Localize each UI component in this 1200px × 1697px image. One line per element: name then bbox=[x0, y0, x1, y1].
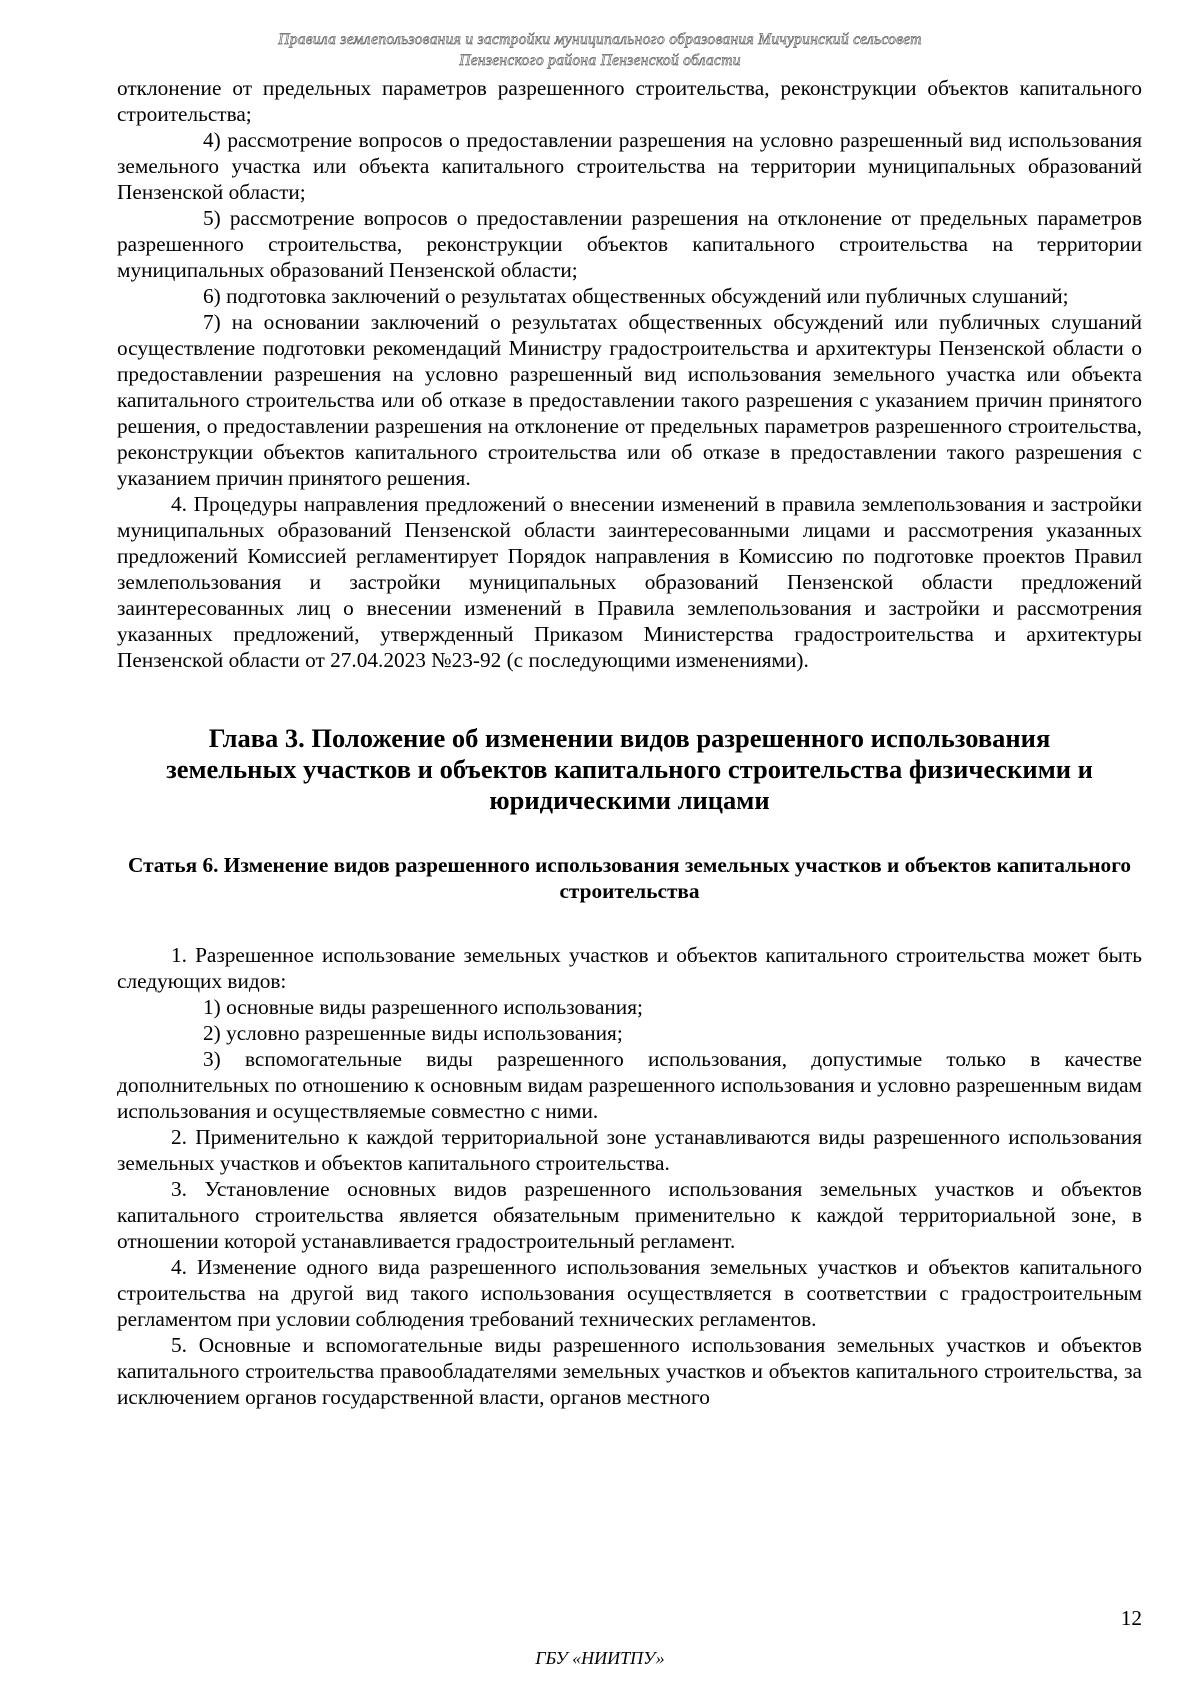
paragraph: 4. Изменение одного вида разрешенного использования земельных участков и объектов капитального строительства на другой вид такого использования осуществляется в соответствии с градостроительным регламентом при условии соблюдения требований технических регламентов. bbox=[117, 1255, 1142, 1331]
document-body bbox=[117, 75, 1142, 1410]
paragraph: 2. Применительно к каждой территориальной зоне устанавливаются виды разрешенного использования земельных участков и объектов капитального строительства. bbox=[117, 1125, 1142, 1175]
paragraph: 1. Разрешенное использование земельных участков и объектов капитального строительства может быть следующих видов: bbox=[117, 943, 1142, 993]
list-item: 3) вспомогательные виды разрешенного использования, допустимые только в качестве дополнительных по отношению к основным видам разрешенного использования и условно разрешенным видам использования и осуществляемые совместно с ними. bbox=[117, 1047, 1142, 1123]
running-footer: ГБУ «НИИТПУ» bbox=[535, 1648, 665, 1668]
running-header bbox=[0, 29, 1200, 71]
list-item: 4) рассмотрение вопросов о предоставлении разрешения на условно разрешенный вид использования земельного участка или объекта капитального строительства на территории муниципальных образований Пензенской области; bbox=[117, 128, 1142, 204]
page-number: 12 bbox=[1120, 1606, 1142, 1630]
spacer bbox=[117, 904, 1142, 942]
list-item: 5) рассмотрение вопросов о предоставлении разрешения на отклонение от предельных параметров разрешенного строительства, реконструкции объектов капитального строительства на территории муниципальных образований Пензенской области; bbox=[117, 206, 1142, 282]
header-line-2: Пензенского района Пензенской области bbox=[459, 52, 741, 69]
list-item: 2) условно разрешенные виды использования; bbox=[203, 1021, 623, 1045]
paragraph: отклонение от предельных параметров разрешенного строительства, реконструкции объектов капитального строительства; bbox=[117, 76, 1142, 126]
paragraph: 4. Процедуры направления предложений о внесении изменений в правила землепользования и застройки муниципальных образований Пензенской области заинтересованными лицами и рассмотрения указанных предложений Комиссией регламентирует Порядок направления в Комиссию по подготовке проектов Правил землепользования и застройки муниципальных образований Пензенской области предложений заинтересованных лиц о внесении изменений в Правила землепользования и застройки и рассмотрения указанных предложений, утвержденный Приказом Министерства градостроительства и архитектуры Пензенской области от 27.04.2023 №23-92 (с последующими изменениями). bbox=[117, 492, 1142, 672]
list-item: 7) на основании заключений о результатах общественных обсуждений или публичных слушаний осуществление подготовки рекомендаций Министру градостроительства и архитектуры Пензенской области о предоставлении разрешения на условно разрешенный вид использования земельного участка или объекта капитального строительства или об отказе в предоставлении такого разрешения с указанием причин принятого решения, о предоставлении разрешения на отклонение от предельных параметров разрешенного строительства, реконструкции объектов капитального строительства или об отказе в предоставлении такого разрешения с указанием причин принятого решения. bbox=[117, 310, 1142, 490]
list-item: 1) основные виды разрешенного использования; bbox=[203, 995, 643, 1019]
header-line-1: Правила землепользования и застройки муниципального образования Мичуринский сельсовет bbox=[278, 31, 922, 48]
paragraph: 5. Основные и вспомогательные виды разрешенного использования земельных участков и объектов капитального строительства правообладателями земельных участков и объектов капитального строительства, за исключением органов государственной власти, органов местного bbox=[117, 1333, 1142, 1409]
list-item: 6) подготовка заключений о результатах общественных обсуждений или публичных слушаний; bbox=[203, 284, 1069, 308]
paragraph: 3. Установление основных видов разрешенного использования земельных участков и объектов капитального строительства является обязательным применительно к каждой территориальной зоне, в отношении которой устанавливается градостроительный регламент. bbox=[117, 1177, 1142, 1253]
chapter-title: Глава 3. Положение об изменении видов разрешенного использования земельных участков и объектов капитального строительства физическими и юридическими лицами bbox=[166, 723, 1093, 815]
article-title: Статья 6. Изменение видов разрешенного использования земельных участков и объектов капитального строительства bbox=[127, 853, 1131, 903]
